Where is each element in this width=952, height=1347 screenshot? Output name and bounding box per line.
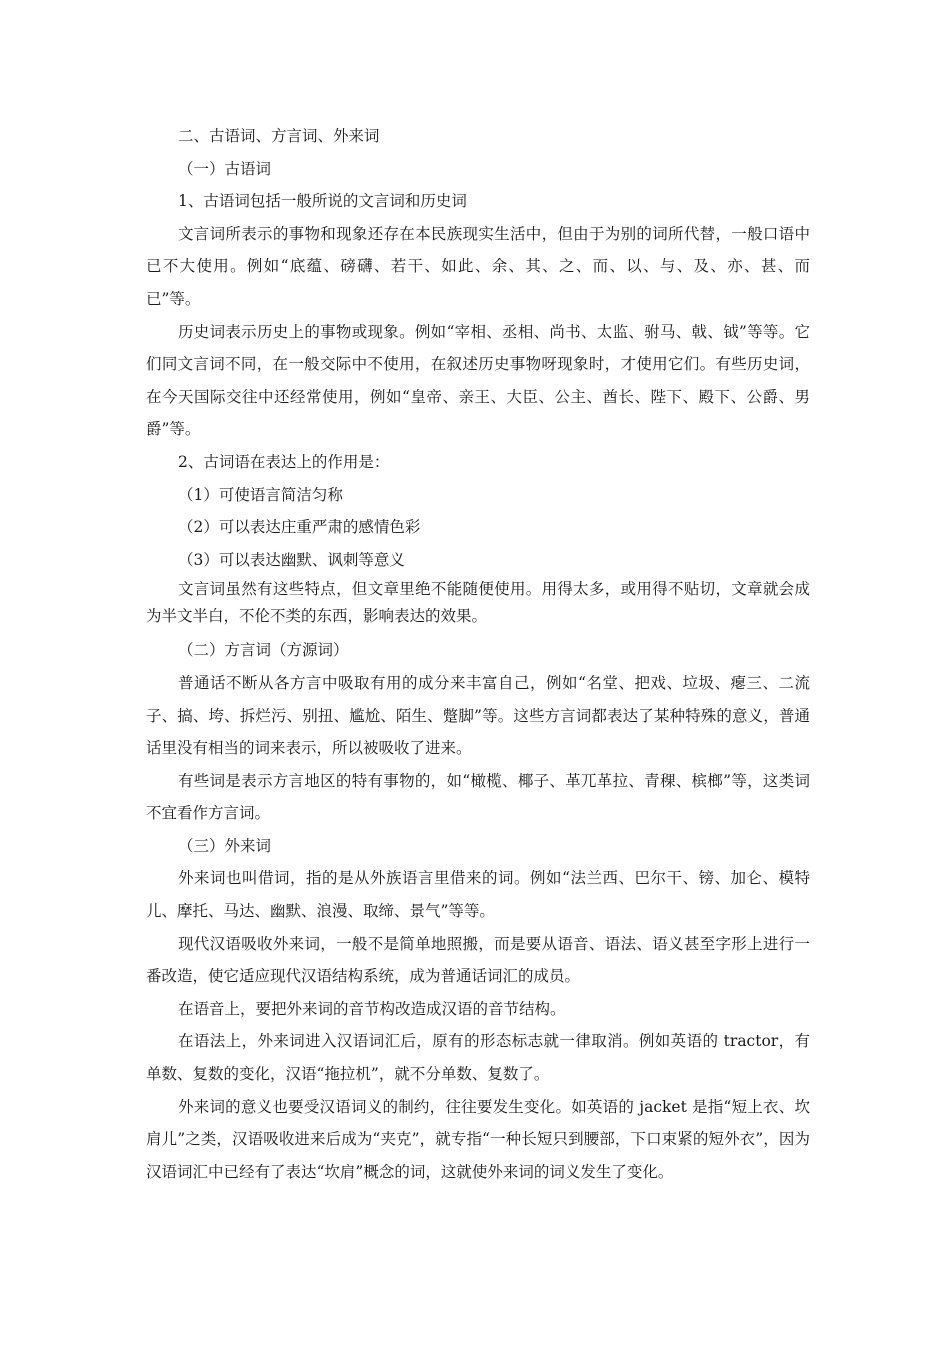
list-item: （2）可以表达庄重严肃的感情色彩 <box>178 518 421 537</box>
paragraph-phonetic-adaptation: 在语音上，要把外来词的音节构改造成汉语的音节结构。 <box>178 999 566 1018</box>
subsection-heading-loanwords: （三）外来词 <box>178 836 272 855</box>
paragraph-grammatical-adaptation: 在语法上，外来词进入汉语词汇后，原有的形态标志就一律取消。例如英语的 tractor，有单数、复数的变化，汉语“拖拉机”，就不分单数、复数了。 <box>146 1032 810 1084</box>
subsection-heading-dialect: （二）方言词（方源词） <box>178 641 349 660</box>
document-page <box>146 120 810 1188</box>
list-item: （1）可使语言简洁匀称 <box>178 485 343 504</box>
paragraph-loanword-definition: 外来词也叫借词，指的是从外族语言里借来的词。例如“法兰西、巴尔干、镑、加仑、模特儿、摩托、马达、幽默、浪漫、取缔、景气”等等。 <box>146 869 810 921</box>
item-heading-1: 1、古语词包括一般所说的文言词和历史词 <box>178 192 467 211</box>
item-heading-2: 2、古词语在表达上的作用是： <box>178 452 390 471</box>
subsection-heading-archaic: （一）古语词 <box>178 159 272 178</box>
paragraph-loanword-adaptation: 现代汉语吸收外来词，一般不是简单地照搬，而是要从语音、语法、语义甚至字形上进行一番改造，使它适应现代汉语结构系统，成为普通话词汇的成员。 <box>146 934 810 986</box>
list-item: （3）可以表达幽默、讽刺等意义 <box>178 550 405 569</box>
paragraph-historical-words: 历史词表示历史上的事物或现象。例如“宰相、丞相、尚书、太监、驸马、戟、钺”等等。它们同文言词不同，在一般交际中不使用，在叙述历史事物呀现象时，才使用它们。有些历史词，在今天国际交往中还经常使用，例如“皇帝、亲王、大臣、公主、酋长、陛下、殿下、公爵、男爵”等。 <box>146 322 810 439</box>
paragraph-regional-things: 有些词是表示方言地区的特有事物的，如“橄榄、椰子、革兀革拉、青稞、槟榔”等，这类词不宜看作方言词。 <box>146 771 810 823</box>
paragraph-dialect-words: 普通话不断从各方言中吸取有用的成分来丰富自己，例如“名堂、把戏、垃圾、瘪三、二流子、搞、垮、拆烂污、别扭、尴尬、陌生、蹩脚”等。这些方言词都表达了某种特殊的意义，普通话里没有相当的词来表示，所以被吸收了进来。 <box>146 673 810 758</box>
paragraph-semantic-adaptation: 外来词的意义也要受汉语词义的制约，往往要发生变化。如英语的 jacket 是指“短上衣、坎肩儿”之类，汉语吸收进来后成为“夹克”，就专指“一种长短只到腰部，下口束紧的短外衣”，因为汉语词汇中已经有了表达“坎肩”概念的词，这就使外来词的词义发生了变化。 <box>146 1097 810 1181</box>
paragraph-usage-caution: 文言词虽然有这些特点，但文章里绝不能随便使用。用得太多，或用得不贴切，文章就会成为半文半白，不伦不类的东西，影响表达的效果。 <box>146 580 810 626</box>
paragraph-literary-words: 文言词所表示的事物和现象还存在本民族现实生活中，但由于为别的词所代替，一般口语中已不大使用。例如“底蕴、磅礴、若干、如此、余、其、之、而、以、与、及、亦、甚、而已”等。 <box>146 224 810 308</box>
section-heading: 二、古语词、方言词、外来词 <box>178 127 380 145</box>
